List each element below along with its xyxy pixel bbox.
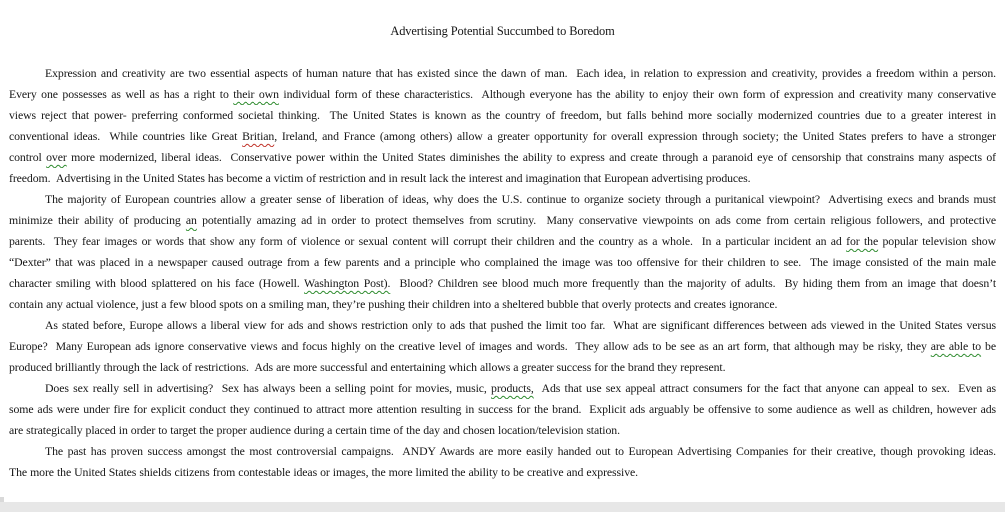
text-segment: parents. They fear images or words that show any form of violence or sexual content will corrupt their children and the country as a whole. In a particular incident an ad xyxy=(9,234,847,248)
spelling-squiggle-text: Britian xyxy=(242,129,275,143)
text-segment: Every one possesses as well as has a right to xyxy=(9,87,234,101)
text-line[interactable] xyxy=(9,84,996,105)
text-segment: Does sex really sell in advertising? Sex has always been a selling point for movies, music, xyxy=(45,381,492,395)
text-segment: “Dexter” that was placed in a newspaper caused outrage from a few parents and a principle who complained the image was too offensive for their children to see. The image consisted of the main male xyxy=(9,255,996,269)
text-line[interactable] xyxy=(9,399,996,420)
text-segment: more modernized, liberal ideas. Conservative power within the United States diminishes the ability to express and create through a paranoid eye of censorship that constrains many aspects of xyxy=(66,150,996,164)
text-segment: some ads were under fire for explicit conduct they continued to attract more attention resulting in success for the brand. Explicit ads arguably be offensive to some audience as well as children, however ads xyxy=(9,402,996,416)
bottom-taskbar-strip xyxy=(0,502,1005,512)
text-segment: contain any actual violence, just a few blood spots on a smiling man, they’re pushing their children into a sheltered bubble that overly protects and creates ignorance. xyxy=(9,297,778,311)
text-segment: control xyxy=(9,150,47,164)
text-segment: potentially amazing ad in order to protect themselves from scrutiny. Many conservative viewpoints on ads come from certain religious followers, and protective xyxy=(196,213,996,227)
text-segment: character smiling with blood splattered on his face (Howell. xyxy=(9,276,305,290)
text-line[interactable] xyxy=(9,147,996,168)
text-line[interactable] xyxy=(9,462,996,483)
text-line[interactable] xyxy=(9,441,996,462)
text-line[interactable] xyxy=(9,189,996,210)
text-line[interactable] xyxy=(9,210,996,231)
grammar-squiggle-text: products, xyxy=(491,381,534,395)
text-line[interactable] xyxy=(9,336,996,357)
text-line[interactable] xyxy=(9,378,996,399)
document-body xyxy=(0,42,1005,483)
grammar-squiggle-text: for the xyxy=(846,234,879,248)
text-line[interactable] xyxy=(9,126,996,147)
text-segment: views reject that power- preferring conformed societal thinking. The United States is known as the country of freedom, but falls behind more socially modernized countries due to a greater interest in xyxy=(9,108,996,122)
text-segment: popular television show xyxy=(878,234,996,248)
text-segment: , Ireland, and France (among others) allow a greater opportunity for overall expression through society; the United States prefers to have a stronger xyxy=(274,129,996,143)
text-line[interactable] xyxy=(9,105,996,126)
text-segment: individual form of these characteristics. Although everyone has the ability to enjoy their own form of expression and creativity many conservative xyxy=(278,87,996,101)
text-segment: Blood? Children see blood much more frequently than the majority of adults. By hiding them from an image that doesn’t xyxy=(390,276,996,290)
text-line[interactable] xyxy=(9,357,996,378)
document-title[interactable]: Advertising Potential Succumbed to Boredom xyxy=(390,24,615,38)
text-segment: Europe? Many European ads ignore conservative views and focus highly on the creative level of images and words. They allow ads to be see as an art form, that although may be risky, they xyxy=(9,339,931,353)
text-segment: The past has proven success amongst the most controversial campaigns. ANDY Awards are more easily handed out to European Advertising Companies for their creative, though provoking ideas. xyxy=(45,444,996,458)
text-segment: The majority of European countries allow a greater sense of liberation of ideas, why does the U.S. continue to organize society through a puritanical viewpoint? Advertising execs and brands must xyxy=(45,192,996,206)
text-line[interactable] xyxy=(9,231,996,252)
text-segment: As stated before, Europe allows a liberal view for ads and shows restriction only to ads that pushed the limit too far. What are significant differences between ads viewed in the United States versus xyxy=(45,318,996,332)
text-segment: be xyxy=(981,339,996,353)
text-segment: Ads that use sex appeal attract consumers for the fact that anyone can appeal to sex. Even as xyxy=(533,381,996,395)
grammar-squiggle-text: an xyxy=(185,213,197,227)
text-segment: are strategically placed in order to target the proper audience during a certain time of the day and chosen location/television station. xyxy=(9,423,620,437)
grammar-squiggle-text: their own xyxy=(233,87,279,101)
text-segment: Expression and creativity are two essential aspects of human nature that has existed since the dawn of man. Each idea, in relation to expression and creativity, provides a freedom within a person. xyxy=(45,66,996,80)
text-segment: minimize their ability of producing xyxy=(9,213,186,227)
text-line[interactable] xyxy=(9,168,996,189)
text-segment: conventional ideas. While countries like Great xyxy=(9,129,243,143)
text-line[interactable] xyxy=(9,294,996,315)
text-segment: The more the United States shields citizens from contestable ideas or images, the more limited the ability to be creative and expressive. xyxy=(9,465,638,479)
text-line[interactable] xyxy=(9,252,996,273)
text-line[interactable] xyxy=(9,63,996,84)
text-line[interactable] xyxy=(9,315,996,336)
text-line[interactable] xyxy=(9,273,996,294)
text-segment: produced brilliantly through the lack of restrictions. Ads are more successful and entertaining which allows a greater success for the brand they represent. xyxy=(9,360,726,374)
grammar-squiggle-text: over xyxy=(46,150,67,164)
text-line[interactable] xyxy=(9,420,996,441)
grammar-squiggle-text: are able to xyxy=(930,339,982,353)
text-segment: freedom. Advertising in the United States has become a victim of restriction and in result lack the interest and imagination that European advertising produces. xyxy=(9,171,751,185)
grammar-squiggle-text: Washington Post). xyxy=(304,276,391,290)
